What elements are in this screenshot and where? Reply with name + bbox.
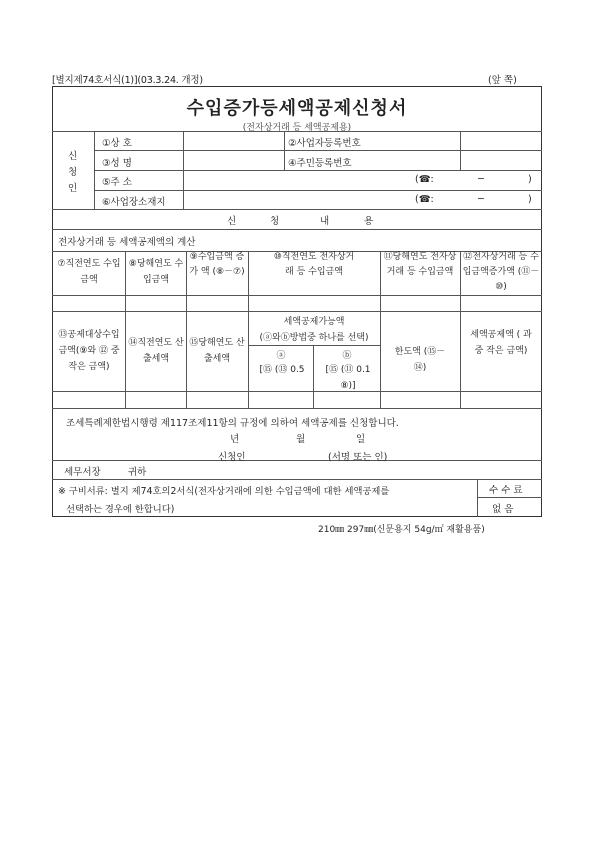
header-method-choice: (ⓐ와ⓑ방법중 하나를 선택) <box>259 333 369 343</box>
rule <box>52 479 542 480</box>
rule <box>125 251 126 408</box>
applicant-label-char-1: 신 <box>68 151 78 162</box>
rule <box>460 131 461 170</box>
header-current-year-revenue: ⑧당해연도 수입금액 <box>128 259 184 285</box>
date-day: 일 <box>356 434 366 445</box>
request-title-char-2: 청 <box>270 216 280 227</box>
rule <box>94 170 542 171</box>
rule <box>52 131 542 132</box>
business-reg-no-label: ②사업자등록번호 <box>288 138 361 149</box>
rule <box>477 479 478 517</box>
header-possible-deduction: 세액공제가능액 <box>283 317 345 327</box>
rule <box>248 251 249 408</box>
applicant-label-char-3: 인 <box>68 183 78 194</box>
method-a-label: ⓐ <box>276 351 286 361</box>
fee-label: 수 수 료 <box>489 485 523 496</box>
honorific-label: 귀하 <box>128 467 147 478</box>
applicant-sign-label: 신청인 <box>218 452 246 463</box>
method-b-formula: [⑮ (⑪ 0.1 ⑧)] <box>325 365 371 391</box>
name-label: ③성 명 <box>102 158 132 169</box>
rule <box>183 131 184 190</box>
rule <box>52 460 542 461</box>
signature-placeholder: (서명 또는 인) <box>328 452 388 463</box>
rule <box>460 251 461 408</box>
header-deduction-amount: 세액공제액 ( 과 중 작은 금액) <box>470 330 532 356</box>
location-phone-close: ) <box>528 194 532 205</box>
rule <box>94 131 95 209</box>
header-current-year-tax: ⑮당해연도 산출세액 <box>189 338 245 364</box>
rule <box>186 251 187 408</box>
location-phone-dash: ─ <box>478 194 484 205</box>
rule <box>477 497 542 498</box>
header-prior-year-revenue: ⑦직전연도 수입금액 <box>57 259 121 285</box>
address-phone-prefix: (☎: <box>415 174 434 185</box>
form-number: [별지제74호서식(1)](03.3.24. 개정) <box>52 75 203 86</box>
rule <box>183 190 184 209</box>
header-prior-ecommerce-revenue: ⑩직전연도 전자상거래 등 수입금액 <box>273 252 355 277</box>
method-a-formula: [⑮ (⑬ 0.5 <box>259 365 305 375</box>
page-side-label: (앞 쪽) <box>488 75 517 86</box>
header-prior-year-tax: ⑭직전연도 산출세액 <box>128 338 184 364</box>
address-phone-dash: ─ <box>478 174 484 185</box>
request-title-char-3: 내 <box>320 216 330 227</box>
rule <box>94 190 542 191</box>
rule <box>52 229 542 230</box>
rule <box>380 251 381 408</box>
rule <box>284 131 285 170</box>
form-title: 수입증가등세액공제신청서 <box>186 98 408 119</box>
header-limit: 한도액 (⑮－⑭) <box>394 347 446 373</box>
rule <box>313 345 314 408</box>
request-title-char-4: 용 <box>364 216 374 227</box>
header-revenue-increase: ⑨수입금액 증 가 액 (⑧－⑦) <box>189 252 245 277</box>
attachments-line-1: ※ 구비서류: 별지 제74호의2서식(전자상거래에 의한 수입금액에 대한 세액공제를 <box>58 486 390 497</box>
business-location-label: ⑥사업장소재지 <box>102 197 166 208</box>
header-ecommerce-increase: ⑫전자상거래 등 수입금액증가액 (⑪－⑩) <box>462 252 540 292</box>
header-current-ecommerce-revenue: ⑪당해연도 전자상거래 등 수입금액 <box>383 252 457 277</box>
trade-name-label: ①상 호 <box>102 138 132 149</box>
fee-value: 없 음 <box>492 504 514 515</box>
tax-office-label: 세무서장 <box>64 467 101 478</box>
date-year: 년 <box>230 434 240 445</box>
calc-title: 전자상거래 등 세액공제액의 계산 <box>58 237 196 248</box>
address-label: ⑤주 소 <box>102 177 132 188</box>
date-month: 월 <box>296 434 306 445</box>
attachments-line-2: 선택하는 경우에 한합니다) <box>66 504 175 515</box>
method-b-label: ⓑ <box>342 351 352 361</box>
header-deductible-revenue: ⑬공제대상수입 금액(⑨와 ⑫ 중 작은 금액) <box>58 330 120 372</box>
declaration-statement: 조세특례제한법시행령 제117조제11항의 규정에 의하여 세액공제를 신청합니다. <box>66 418 399 429</box>
address-phone-close: ) <box>528 174 532 185</box>
rule <box>52 408 542 409</box>
form-subtitle: (전자상거래 등 세액공제용) <box>242 123 352 133</box>
rule <box>52 209 542 210</box>
applicant-label-char-2: 청 <box>68 167 78 178</box>
resident-reg-no-label: ④주민등록번호 <box>288 158 352 169</box>
rule <box>94 150 542 151</box>
paper-spec-footer: 210㎜ 297㎜(신문용지 54g/㎡ 재활용품) <box>318 525 485 535</box>
location-phone-prefix: (☎: <box>415 194 434 205</box>
request-title-char-1: 신 <box>227 216 237 227</box>
